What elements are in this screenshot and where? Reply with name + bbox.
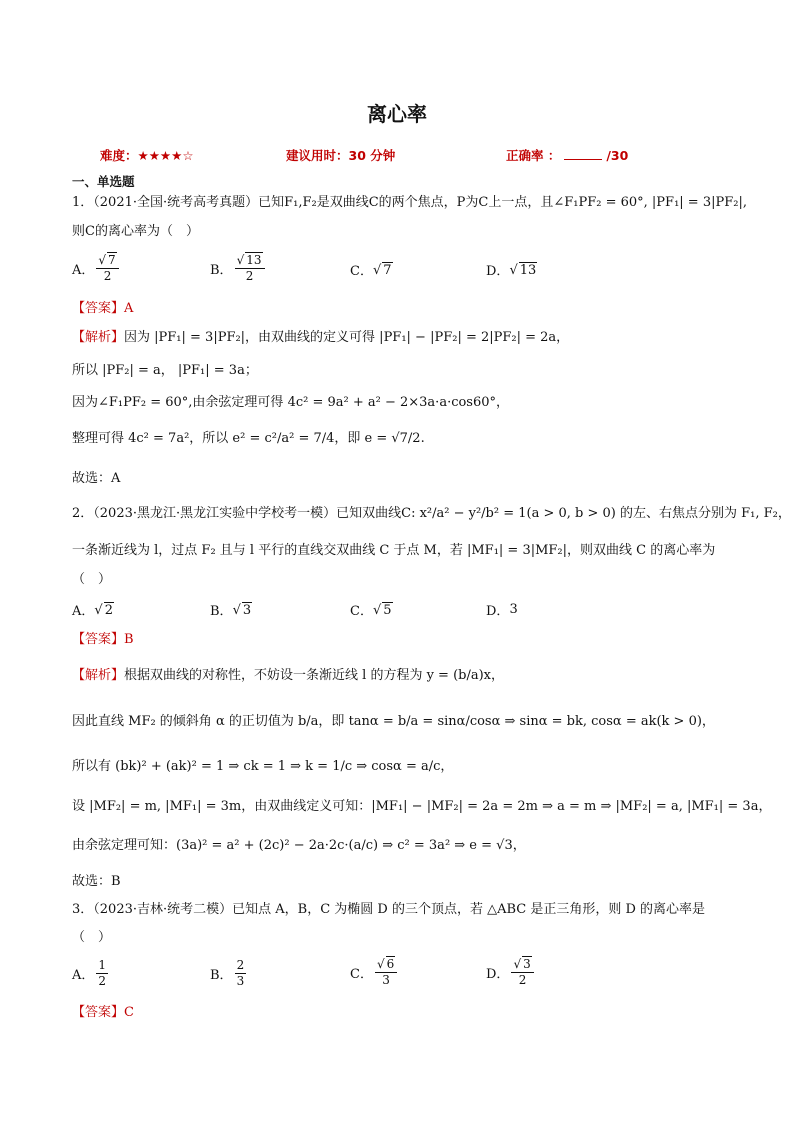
- q1-stem-2: 则C的离心率为（ ）: [72, 224, 199, 239]
- q2-analysis-4: 设 |MF₂| = m, |MF₁| = 3m，由双曲线定义可知：|MF₁| − |MF₂| = 2a = 2m ⇒ a = m ⇒ |MF₂| = a, |MF₁| = 3a，: [72, 799, 772, 814]
- difficulty-stars: ★★★★☆: [137, 148, 194, 163]
- accuracy-blank[interactable]: [564, 147, 602, 160]
- time-label: 建议用时：: [286, 148, 349, 163]
- difficulty-label: 难度：: [100, 148, 138, 163]
- q2-option-a[interactable]: A． √ 2: [72, 602, 113, 619]
- section-heading: 一、单选题: [72, 174, 135, 189]
- time-value: 30 分钟: [348, 148, 396, 163]
- q2-analysis-2: 因此直线 MF₂ 的倾斜角 α 的正切值为 b/a，即 tanα = b/a = sinα/cosα ⇒ sinα = bk, cosα = ak(k > 0)，: [72, 714, 715, 729]
- difficulty: [100, 146, 194, 164]
- q3-option-b[interactable]: B． $\frac{2}{3}$: [210, 958, 245, 988]
- q1-option-a[interactable]: A． $\frac{√ 7}{2}$: [72, 252, 121, 284]
- suggested-time: [286, 146, 395, 164]
- q2-answer: 【答案】B: [72, 632, 134, 647]
- q2-option-c-value: √ 5: [372, 602, 392, 618]
- q1-analysis-5: 故选：A: [72, 471, 121, 486]
- q1-analysis-2: 所以 |PF₂| = a， |PF₁| = 3a；: [72, 363, 258, 378]
- q3-option-d[interactable]: D． $\frac{√ 3}{2}$: [486, 956, 536, 988]
- q1-stem: 1．（2021·全国·统考高考真题）已知F₁,F₂是双曲线C的两个焦点，P为C上一点，且∠F₁PF₂ = 60°, |PF₁| = 3|PF₂|,: [72, 195, 747, 210]
- q1-option-c[interactable]: C． √ 7: [350, 262, 392, 279]
- q1-option-d-value: √ 13: [509, 262, 537, 278]
- q2-stem-3: （ ）: [72, 572, 112, 587]
- q2-option-b-value: √ 3: [232, 602, 252, 618]
- q2-analysis-6: 故选：B: [72, 874, 121, 889]
- q3-answer: 【答案】C: [72, 1005, 134, 1020]
- accuracy-label: 正确率 ：: [506, 148, 561, 163]
- q1-answer: 【答案】A: [72, 301, 134, 316]
- q1-option-a-value: $\frac{√ 7}{2}$: [96, 252, 118, 284]
- q1-option-b[interactable]: B． $\frac{√ 13}{2}$: [210, 252, 267, 284]
- q1-option-c-value: √ 7: [372, 262, 392, 278]
- q2-stem: 2．（2023·黑龙江·黑龙江实验中学校考一模）已知双曲线C: x²/a² − y²/b² = 1(a > 0, b > 0) 的左、右焦点分别为 F₁, F₂，: [72, 506, 791, 521]
- q2-analysis-5: 由余弦定理可知：(3a)² = a² + (2c)² − 2a·2c·(a/c) ⇒ c² = 3a² ⇒ e = √3，: [72, 838, 526, 853]
- accuracy: [506, 146, 628, 164]
- q2-option-d[interactable]: D． 3: [486, 602, 518, 619]
- q3-option-c-value: $\frac{√ 6}{3}$: [375, 956, 397, 988]
- q1-analysis-3: 因为∠F₁PF₂ = 60°,由余弦定理可得 4c² = 9a² + a² − 2×3a·a·cos60°，: [72, 395, 510, 410]
- q1-option-b-value: $\frac{√ 13}{2}$: [235, 252, 265, 284]
- q3-option-a-value: $\frac{1}{2}$: [98, 958, 107, 988]
- q1-analysis-1: 【解析】因为 |PF₁| = 3|PF₂|，由双曲线的定义可得 |PF₁| − |PF₂| = 2|PF₂| = 2a，: [72, 330, 570, 345]
- q2-option-a-value: √ 2: [94, 602, 113, 618]
- page-title: 离心率: [367, 102, 427, 126]
- q1-analysis-4: 整理可得 4c² = 7a²，所以 e² = c²/a² = 7/4，即 e = √7/2.: [72, 431, 425, 446]
- q2-analysis-1: 【解析】根据双曲线的对称性，不妨设一条渐近线 l 的方程为 y = (b/a)x，: [72, 668, 504, 683]
- q2-option-d-value: 3: [509, 602, 518, 617]
- q3-option-b-value: $\frac{2}{3}$: [236, 958, 245, 988]
- q1-option-d[interactable]: D． √ 13: [486, 262, 537, 279]
- q3-option-d-value: $\frac{√ 3}{2}$: [511, 956, 533, 988]
- q3-stem-2: （ ）: [72, 930, 112, 945]
- q2-stem-2: 一条渐近线为 l，过点 F₂ 且与 l 平行的直线交双曲线 C 于点 M，若 |MF₁| = 3|MF₂|，则双曲线 C 的离心率为: [72, 543, 716, 558]
- accuracy-value: /30: [606, 148, 629, 163]
- q2-analysis-3: 所以有 (bk)² + (ak)² = 1 ⇒ ck = 1 ⇒ k = 1/c ⇒ cosα = a/c，: [72, 759, 454, 774]
- q2-option-c[interactable]: C． √ 5: [350, 602, 392, 619]
- q3-stem: 3．（2023·吉林·统考二模）已知点 A，B，C 为椭圆 D 的三个顶点，若 △ABC 是正三角形，则 D 的离心率是: [72, 902, 706, 917]
- q3-option-a[interactable]: A． $\frac{1}{2}$: [72, 958, 107, 988]
- q3-option-c[interactable]: C． $\frac{√ 6}{3}$: [350, 956, 399, 988]
- q2-option-b[interactable]: B． √ 3: [210, 602, 252, 619]
